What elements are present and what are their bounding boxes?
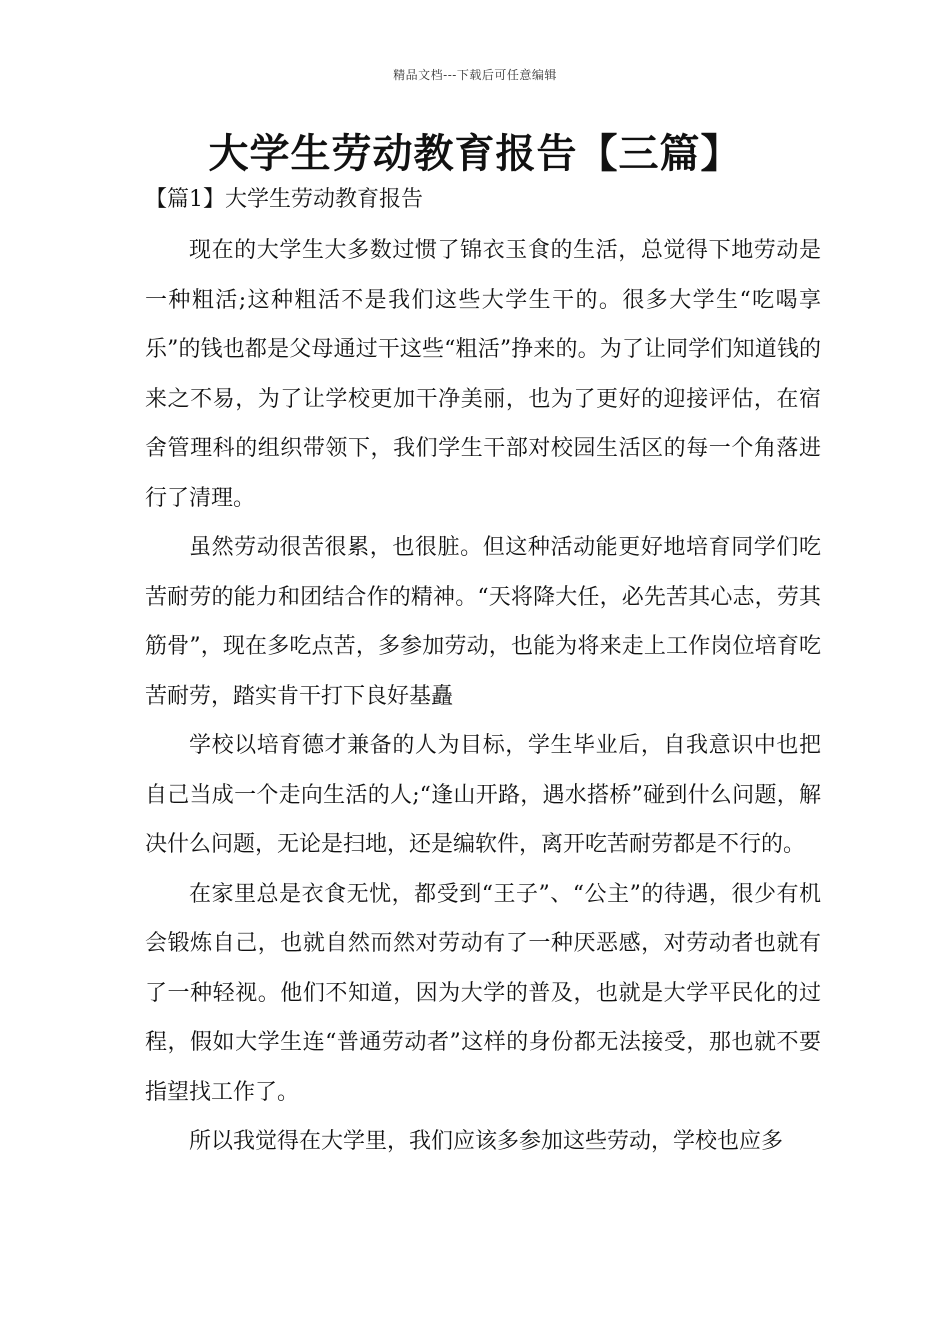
paragraph-3: 学校以培育德才兼备的人为目标，学生毕业后，自我意识中也把自己当成一个走向生活的人;“逢山开路，遇水搭桥”碰到什么问题，解决什么问题，无论是扫地，还是编软件，离开吃苦耐劳都是不行的。 [145, 733, 821, 857]
paragraph-1: 现在的大学生大多数过惯了锦衣玉食的生活，总觉得下地劳动是一种粗活;这种粗活不是我们这些大学生干的。很多大学生“吃喝享乐”的钱也都是父母通过干这些“粗活”挣来的。为了让同学们知道钱的来之不易，为了让学校更加干净美丽，也为了更好的迎接评估，在宿舍管理科的组织带领下，我们学生干部对校园生活区的每一个角落进行了清理。 [145, 238, 821, 511]
body-text [145, 226, 821, 1167]
section-heading: 【篇1】大学生劳动教育报告 [145, 187, 423, 212]
document-title: 大学生劳动教育报告【三篇】 [208, 130, 742, 177]
paragraph-2: 虽然劳动很苦很累，也很脏。但这种活动能更好地培育同学们吃苦耐劳的能力和团结合作的精神。“天将降大任，必先苦其心志，劳其筋骨”，现在多吃点苦，多参加劳动，也能为将来走上工作岗位培育吃苦耐劳，踏实肯干打下良好基矗 [145, 535, 821, 709]
header-note: 精品文档---下载后可任意编辑 [393, 68, 557, 82]
paragraph-5: 所以我觉得在大学里，我们应该多参加这些劳动，学校也应多 [189, 1129, 784, 1154]
paragraph-4: 在家里总是衣食无忧，都受到“王子”、“公主”的待遇，很少有机会锻炼自己，也就自然而然对劳动有了一种厌恶感，对劳动者也就有了一种轻视。他们不知道，因为大学的普及，也就是大学平民化的过程，假如大学生连“普通劳动者”这样的身份都无法接受，那也就不要指望找工作了。 [145, 881, 821, 1105]
